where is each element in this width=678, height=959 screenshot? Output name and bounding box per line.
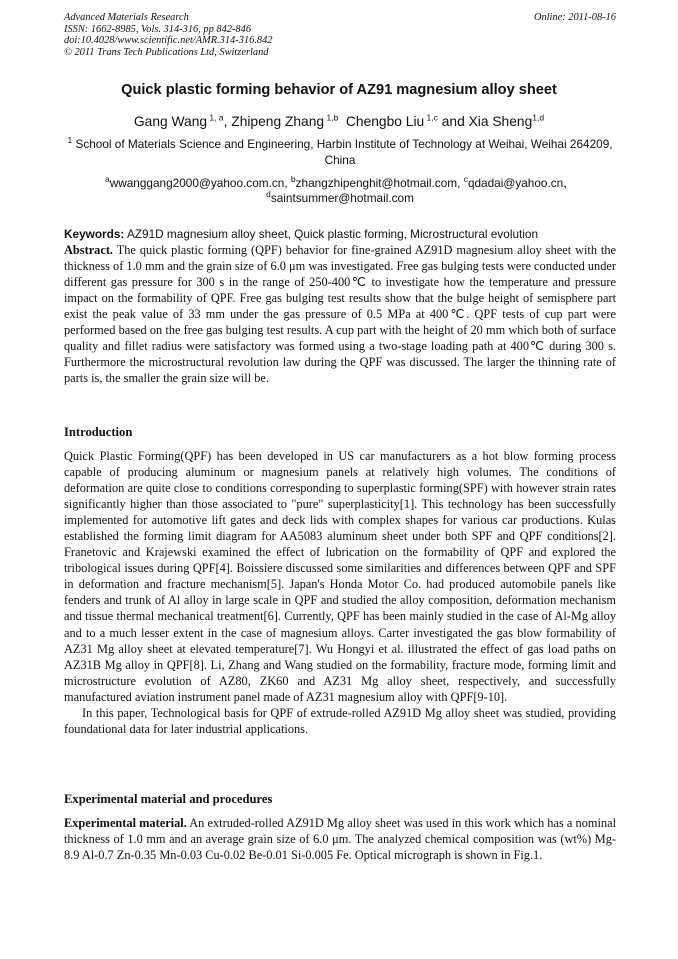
copyright-line: © 2011 Trans Tech Publications Ltd, Switzerland [64,46,269,58]
abstract-text: The quick plastic forming (QPF) behavior for fine-grained AZ91D magnesium alloy sheet with the thickness of 1.0 mm and the grain size of 6.0 μm was investigated. Free gas bulging tests were conducted under different gas pressure for 300 s in the range of 250-400℃ to investigate how the temperature and pressure impact on the formability of QPF. Free gas bulging test results show that the bulge height of semisphere part exist the peak value of 33 mm under the gas pressure of 0.5 MPa at 400℃. QPF tests of cup part were performed based on the free gas bulging test results. A cup part with the height of 20 mm which both of surface quality and fillet radius were satisfactory was formed using a two-stage loading path at 400℃ during 300 s. Furthermore the microstructural revolution law during the QPF was discussed. The larger the thinning rate of parts is, the smaller the grain size will be. [64,243,616,386]
email-mark: b [290,174,296,185]
introduction-body [64,448,616,737]
introduction-heading: Introduction [64,425,133,439]
author-name: Gang Wang [133,114,208,129]
journal-name: Advanced Materials Research [64,12,189,23]
keywords-text: AZ91D magnesium alloy sheet, Quick plastic forming, Microstructural evolution [124,227,539,241]
abstract [64,242,616,386]
email-mark: c [463,174,468,185]
author-name: , Zhipeng Zhang [223,114,325,129]
keywords-label: Keywords: [64,227,125,241]
author-name: Chengbo Liu [338,114,425,129]
email-b[interactable]: zhangzhipenghit@hotmail.com, [295,176,464,190]
introduction-paragraph: Quick Plastic Forming(QPF) has been developed in US car manufacturers as a hot blow forming process capable of producing aluminum or magnesium panels at relatively high volumes. The conditions of deformation are quite close to conditions corresponding to superplastic forming(SPF) with however strain rates significantly higher than those associated to "pure" superplasticity[1]. This technology has been successfully implemented for automotive lift gates and deck lids with complex shapes for various car productions. Kulas established the forming limit diagram for AA5083 aluminum sheet under both SPF and QPF conditions[2]. Franetovic and Krajewski examined the effect of lubrication on the formability of QPF and explored the tribological issues during QPF[4]. Boissiere discussed some similarities and differences between QPF and SPF in deformation and fracture mechanism[5]. Japan's Honda Motor Co. had produced automobile panels like fenders and trunk of Al alloy in large scale in QPF and studied the alloy composition, deformation mechanism and tissue thermal mechanical treatment[6]. Currently, QPF has been mainly studied in the case of Al-Mg alloy and to a much lesser extent in the case of magnesium alloys. Carter investigated the gas blow formability of AZ31 Mg alloy sheet at elevated temperature[7]. Wu Hongyi et al. illustrated the effect of gas load paths on AZ31B Mg alloy in QPF[8]. Li, Zhang and Wang studied on the formability, fracture mode, forming limit and microstructure evolution of AZ80, ZK60 and AZ31 Mg alloy sheet, respectively, and successfully manufactured aviation instrument panel made of AZ31 magnesium alloy with QPF[9-10]. [64,449,616,704]
author-list [0,114,678,129]
author-affiliation-mark: 1,c [424,112,438,123]
experimental-body [64,815,616,863]
issn-line: ISSN: 1662-8985, Vols. 314-316, pp 842-846 [64,23,252,35]
experimental-material-text: An extruded-rolled AZ91D Mg alloy sheet was used in this work which has a nominal thickness of 1.0 mm and an average grain size of 6.0 μm. The analyzed chemical composition was (wt%) Mg-8.9 Al-0.7 Zn-0.35 Mn-0.03 Cu-0.02 Be-0.01 Si-0.005 Fe. Optical micrograph is shown in Fig.1. [64,816,616,863]
affiliation [64,137,616,168]
keywords [64,227,616,242]
doi-line: doi:10.4028/www.scientific.net/AMR.314-316.842 [64,35,273,47]
introduction-paragraph: In this paper, Technological basis for QPF of extrude-rolled AZ91D Mg alloy sheet was studied, providing foundational data for later industrial applications. [64,705,616,736]
email-c[interactable]: qdadai@yahoo.cn， [467,176,576,190]
email-mark: a [104,174,110,185]
experimental-heading: Experimental material and procedures [64,792,273,806]
email-d[interactable]: saintsummer@hotmail.com [270,191,414,206]
paper-title: Quick plastic forming behavior of AZ91 magnesium alloy sheet [121,82,557,98]
journal-header [64,12,616,58]
author-name: and Xia Sheng [437,114,533,129]
online-date: Online: 2011-08-16 [533,12,616,23]
affiliation-text: School of Materials Science and Engineering, Harbin Institute of Technology at Weihai, Weihai 264209, China [72,137,613,167]
abstract-label: Abstract. [64,243,114,257]
author-affiliation-mark: 1, a [207,112,224,123]
email-mark: d [266,189,271,200]
experimental-material-label: Experimental material. [64,816,187,830]
affiliation-mark: 1 [67,135,73,146]
author-affiliation-mark: 1,d [532,112,545,123]
email-a[interactable]: wwanggang2000@yahoo.com.cn, [109,176,291,190]
author-affiliation-mark: 1,b [324,112,339,123]
author-emails [64,176,616,207]
